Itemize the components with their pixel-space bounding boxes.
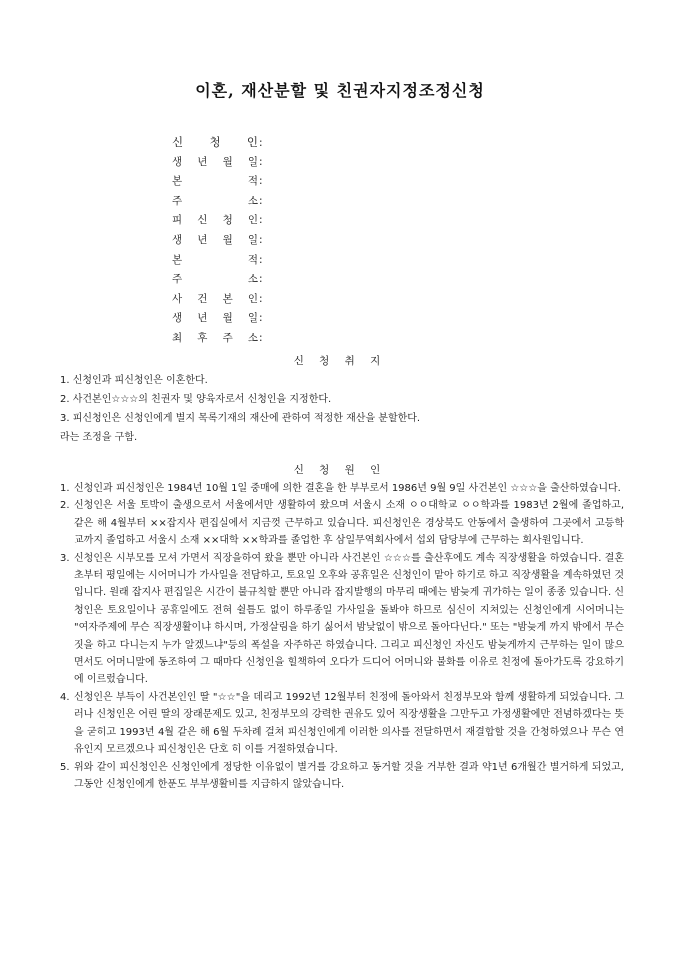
party-row: 본 적: xyxy=(172,251,472,271)
party-label-applicant: 신 청 인 xyxy=(172,135,258,149)
party-row: 주 소: xyxy=(172,270,472,290)
reason-item xyxy=(60,689,626,759)
party-info-block xyxy=(172,133,472,349)
purpose-section xyxy=(60,371,640,447)
reason-number: 3. xyxy=(60,552,70,564)
reason-number: 4. xyxy=(60,691,70,703)
purpose-item: 3. 피신청인은 신청인에게 별지 목록기재의 재산에 관하여 적정한 재산을 분할한다. xyxy=(60,413,421,424)
party-label-last-address: 최 후 주 소 xyxy=(172,331,258,344)
party-row: 생 년 월 일: xyxy=(172,231,472,251)
reason-number: 5. xyxy=(60,761,70,773)
party-label-applicant-address: 주 소 xyxy=(172,194,258,207)
reason-text: 신청인과 피신청인은 1984년 10월 1일 중매에 의한 결혼을 한 부부로서 1986년 9월 9일 사건본인 ☆☆☆을 출산하였습니다. xyxy=(74,483,621,494)
reasons-heading: 신 청 원 인 xyxy=(293,464,387,476)
reason-number: 2. xyxy=(60,500,70,512)
party-row: 본 적: xyxy=(172,172,472,192)
party-label-applicant-domicile: 본 적 xyxy=(172,175,258,188)
party-row: 사 건 본 인: xyxy=(172,290,472,310)
reason-number: 1. xyxy=(60,483,70,494)
party-row: 주 소: xyxy=(172,192,472,212)
reason-item xyxy=(60,497,626,549)
reason-item xyxy=(60,759,626,794)
reason-text: 신청인은 부득이 사건본인인 딸 "☆☆"을 데리고 1992년 12월부터 친정에 돌아와서 친정부모와 함께 생활하게 되었습니다. 그러나 신청인은 어린 딸의 장래문제도 있고, 친정부모의 강력한 권유도 있어 직장생활을 그만두고 가정생활에만 전념하겠다는 뜻을 굳히고 1993년 4월 같은 해 6월 두차례 걸쳐 피신청인에게 이러한 의사를 전달하면서 재결합할 것을 간청하였으나 무슨 연유인지 모르겠으나 피신청인은 단호 히 이를 거절하였습니다. xyxy=(74,691,625,756)
party-label-respondent-domicile: 본 적 xyxy=(172,253,258,266)
reason-text: 신청인은 서울 토박이 출생으로서 서울에서만 생활하여 왔으며 서울시 소재 ㅇㅇ대학교 ㅇㅇ학과를 1983년 2월에 졸업하고, 같은 해 4월부터 ××잡지사 편집실에서 지금껏 근무하고 있습니다. 피신청인은 경상북도 안동에서 출생하여 그곳에서 고등학교까지 졸업하고 서울시 소재 ××대학 ××학과를 졸업한 후 삼일무역회사에서 섭외 담당부에 근무하는 회사원입니다. xyxy=(74,500,624,547)
party-label-applicant-birth: 생 년 월 일 xyxy=(172,155,258,168)
party-label-respondent-address: 주 소 xyxy=(172,273,258,286)
party-label-respondent-birth: 생 년 월 일 xyxy=(172,233,258,246)
document-title: 이혼, 재산분할 및 친권자지정조정신청 xyxy=(195,81,485,100)
reason-text: 신청인은 시부모를 모셔 가면서 직장을하여 왔을 뿐만 아니라 사건본인 ☆☆☆를 출산후에도 계속 직장생활을 하였습니다. 결혼초부터 평일에는 시어머니가 가사일을 전담하고, 토요일 오후와 공휴일은 신청인이 맡아 하기로 하고 직장생활을 계속하였던 것입니다. 원래 잡지사 편집일은 시간이 불규칙할 뿐만 아니라 잡지발행의 마무리 때에는 밤늦게 귀가하는 일이 종종 있습니다. 신청인은 토요일이나 공휴일에도 전혀 쉴틈도 없이 하루종일 가사일을 돌봐야 하므로 심신이 지쳐있는 신청인에게 시어머니는 "여자주제에 무슨 직장생활이냐 하시며, 가정살림을 하기 싫어서 밤낮없이 밖으로 돌아다닌다." 또는 "밤늦게 까지 밖에서 무슨 짓을 하고 다니는지 누가 알겠느냐"등의 폭설을 자주하곤 하였습니다. 그리고 피신청인 자신도 밤늦게까지 근무하는 일이 많으면서도 어머니말에 동조하여 그 때마다 신청인을 힐책하여 오다가 드디어 어머니와 불화를 이유로 친정에 돌아가도록 강요하기에 이르렀습니다. xyxy=(74,552,625,686)
party-label-case-subject-birth: 생 년 월 일 xyxy=(172,312,258,325)
purpose-item: 2. 사건본인☆☆☆의 친권자 및 양육자로서 신청인을 지정한다. xyxy=(60,394,332,405)
reasons-section xyxy=(60,480,626,793)
purpose-heading: 신 청 취 지 xyxy=(293,355,387,367)
reason-text: 위와 같이 피신청인은 신청인에게 정당한 이유없이 별거를 강요하고 동거할 것을 거부한 결과 약1년 6개월간 별거하게 되었고, 그동안 신청인에게 한푼도 부부생활비를 지급하지 않았습니다. xyxy=(74,761,624,790)
party-label-case-subject: 사 건 본 인 xyxy=(172,292,258,305)
party-row: 생 년 월 일: xyxy=(172,153,472,173)
reason-item xyxy=(60,480,626,497)
party-label-respondent: 피 신 청 인 xyxy=(172,214,258,227)
party-row: 생 년 월 일: xyxy=(172,309,472,329)
party-row: 신 청 인: xyxy=(172,133,472,153)
purpose-item: 1. 신청인과 피신청인은 이혼한다. xyxy=(60,375,208,386)
reason-item xyxy=(60,550,626,689)
party-row: 최 후 주 소: xyxy=(172,329,472,349)
purpose-closing: 라는 조정을 구함. xyxy=(60,432,138,443)
party-row: 피 신 청 인: xyxy=(172,211,472,231)
